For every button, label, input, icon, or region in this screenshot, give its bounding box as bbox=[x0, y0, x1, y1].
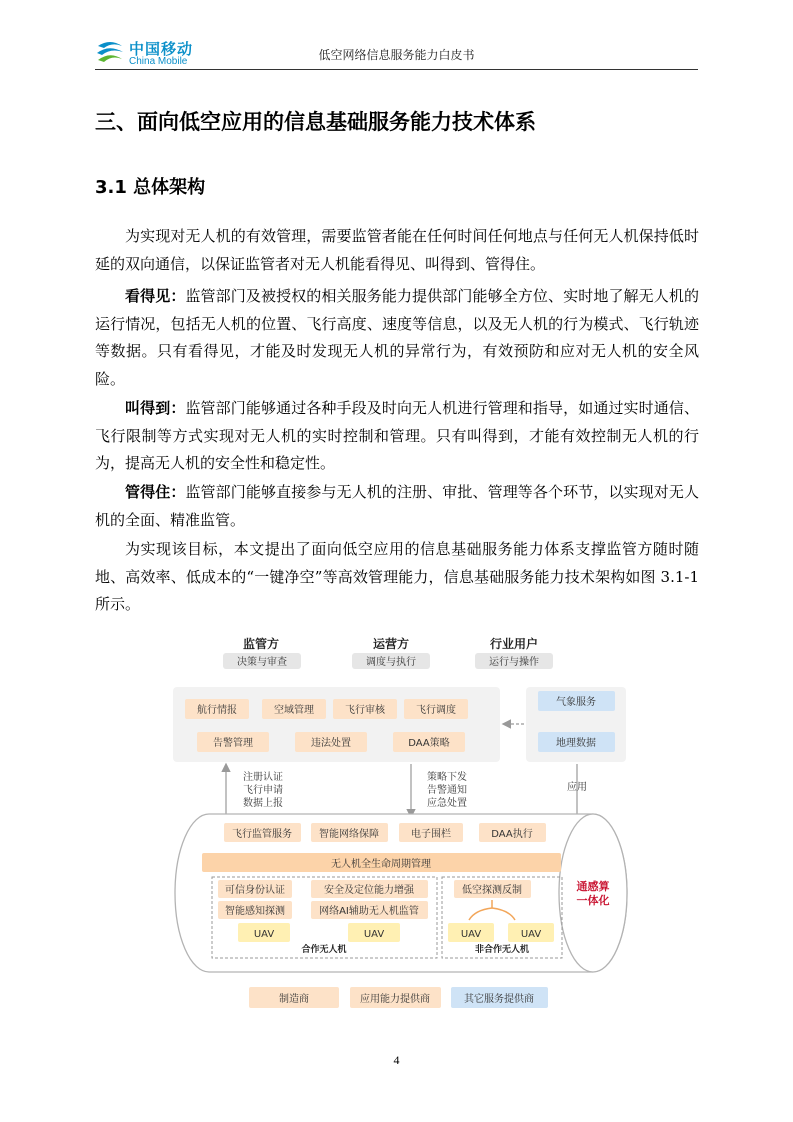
provider-label: 制造商 bbox=[279, 994, 309, 1005]
arrow-up-label: 飞行申请 bbox=[243, 785, 283, 796]
arrow-down-label: 应急处置 bbox=[427, 798, 467, 809]
lifecycle-label: 无人机全生命周期管理 bbox=[331, 859, 431, 870]
uav-label: UAV bbox=[253, 929, 275, 940]
architecture-diagram bbox=[165, 628, 645, 1018]
role-sub: 运行与操作 bbox=[489, 657, 539, 668]
role-title: 运营方 bbox=[372, 637, 410, 651]
integration-label: 通感算 bbox=[576, 880, 610, 893]
role-sub: 调度与执行 bbox=[366, 657, 416, 668]
noncoop-group-label: 非合作无人机 bbox=[474, 945, 530, 955]
external-item-label: 气象服务 bbox=[556, 697, 596, 708]
paragraph-call bbox=[95, 395, 699, 478]
role-sub: 决策与审查 bbox=[237, 657, 287, 668]
paragraph-call-text: 监管部门能够通过各种手段及时向无人机进行管理和指导，如通过实时通信、飞行限制等方式实现对无人机的实时控制和管理。只有叫得到，才能有效控制无人机的行为，提高无人机的安全性和稳定性。 bbox=[95, 399, 699, 472]
coop-item-label: 安全及定位能力增强 bbox=[324, 885, 414, 896]
arrow-up-label: 数据上报 bbox=[243, 798, 283, 809]
cylinder-end bbox=[559, 814, 627, 972]
arrow-down-label: 策略下发 bbox=[427, 772, 467, 783]
term-see: 看得见： bbox=[125, 287, 186, 305]
platform-item-label: 告警管理 bbox=[213, 738, 253, 749]
role-title: 行业用户 bbox=[489, 637, 539, 651]
arrow-down-label: 告警通知 bbox=[427, 785, 467, 796]
platform-item-label: 飞行审核 bbox=[345, 705, 385, 716]
platform-item-label: 违法处置 bbox=[311, 738, 351, 749]
external-item-label: 地理数据 bbox=[556, 738, 596, 749]
integration-label: 一体化 bbox=[576, 894, 610, 907]
logo-text-en: China Mobile bbox=[129, 56, 188, 67]
paragraph-control bbox=[95, 479, 699, 534]
provider-label: 其它服务提供商 bbox=[464, 994, 534, 1005]
role-title: 监管方 bbox=[242, 637, 280, 651]
arrow-app-label: 应用 bbox=[567, 782, 587, 793]
page-number: 4 bbox=[393, 1053, 400, 1067]
term-call: 叫得到： bbox=[125, 399, 186, 417]
network-service-label: 电子围栏 bbox=[411, 829, 451, 840]
network-service-label: 飞行监管服务 bbox=[232, 829, 292, 840]
logo-text-cn: 中国移动 bbox=[129, 40, 194, 58]
provider-label: 应用能力提供商 bbox=[360, 994, 430, 1005]
uav-label: UAV bbox=[460, 929, 482, 940]
coop-item-label: 可信身份认证 bbox=[225, 885, 285, 896]
uav-label: UAV bbox=[520, 929, 542, 940]
paragraph-intro: 为实现对无人机的有效管理，需要监管者能在任何时间任何地点与任何无人机保持低时延的双向通信，以保证监管者对无人机能看得见、叫得到、管得住。 bbox=[95, 227, 699, 273]
section-heading: 三、面向低空应用的信息基础服务能力技术体系 bbox=[95, 110, 536, 134]
paragraph-see bbox=[95, 283, 699, 393]
header-divider bbox=[95, 69, 698, 70]
arrow-up-label: 注册认证 bbox=[243, 772, 283, 783]
network-service-label: 智能网络保障 bbox=[319, 829, 379, 840]
coop-item-label: 智能感知探测 bbox=[225, 906, 285, 917]
paragraph-see-text: 监管部门及被授权的相关服务能力提供部门能够全方位、实时地了解无人机的运行情况，包括无人机的位置、飞行高度、速度等信息，以及无人机的行为模式、飞行轨迹等数据。只有看得见，才能及时发现无人机的异常行为，有效预防和应对无人机的安全风险。 bbox=[95, 287, 699, 388]
term-control: 管得住： bbox=[125, 483, 186, 501]
network-service-label: DAA执行 bbox=[491, 829, 533, 840]
platform-item-label: 飞行调度 bbox=[416, 705, 456, 716]
noncoop-service-label: 低空探测反制 bbox=[462, 885, 522, 896]
paragraph-goal: 为实现该目标，本文提出了面向低空应用的信息基础服务能力体系支撑监管方随时随地、高效率、低成本的“一键净空”等高效管理能力，信息基础服务能力技术架构如图 3.1-1 所示。 bbox=[95, 540, 699, 613]
document-title: 低空网络信息服务能力白皮书 bbox=[318, 48, 475, 62]
platform-item-label: 航行情报 bbox=[197, 705, 237, 716]
uav-label: UAV bbox=[363, 929, 385, 940]
subsection-heading: 3.1 总体架构 bbox=[95, 177, 206, 198]
platform-item-label: DAA策略 bbox=[408, 738, 450, 749]
coop-item-label: 网络AI辅助无人机监管 bbox=[319, 906, 419, 917]
coop-group-label: 合作无人机 bbox=[301, 945, 347, 955]
paragraph-control-text: 监管部门能够直接参与无人机的注册、审批、管理等各个环节，以实现对无人机的全面、精准监管。 bbox=[95, 483, 699, 529]
platform-item-label: 空域管理 bbox=[274, 705, 314, 716]
